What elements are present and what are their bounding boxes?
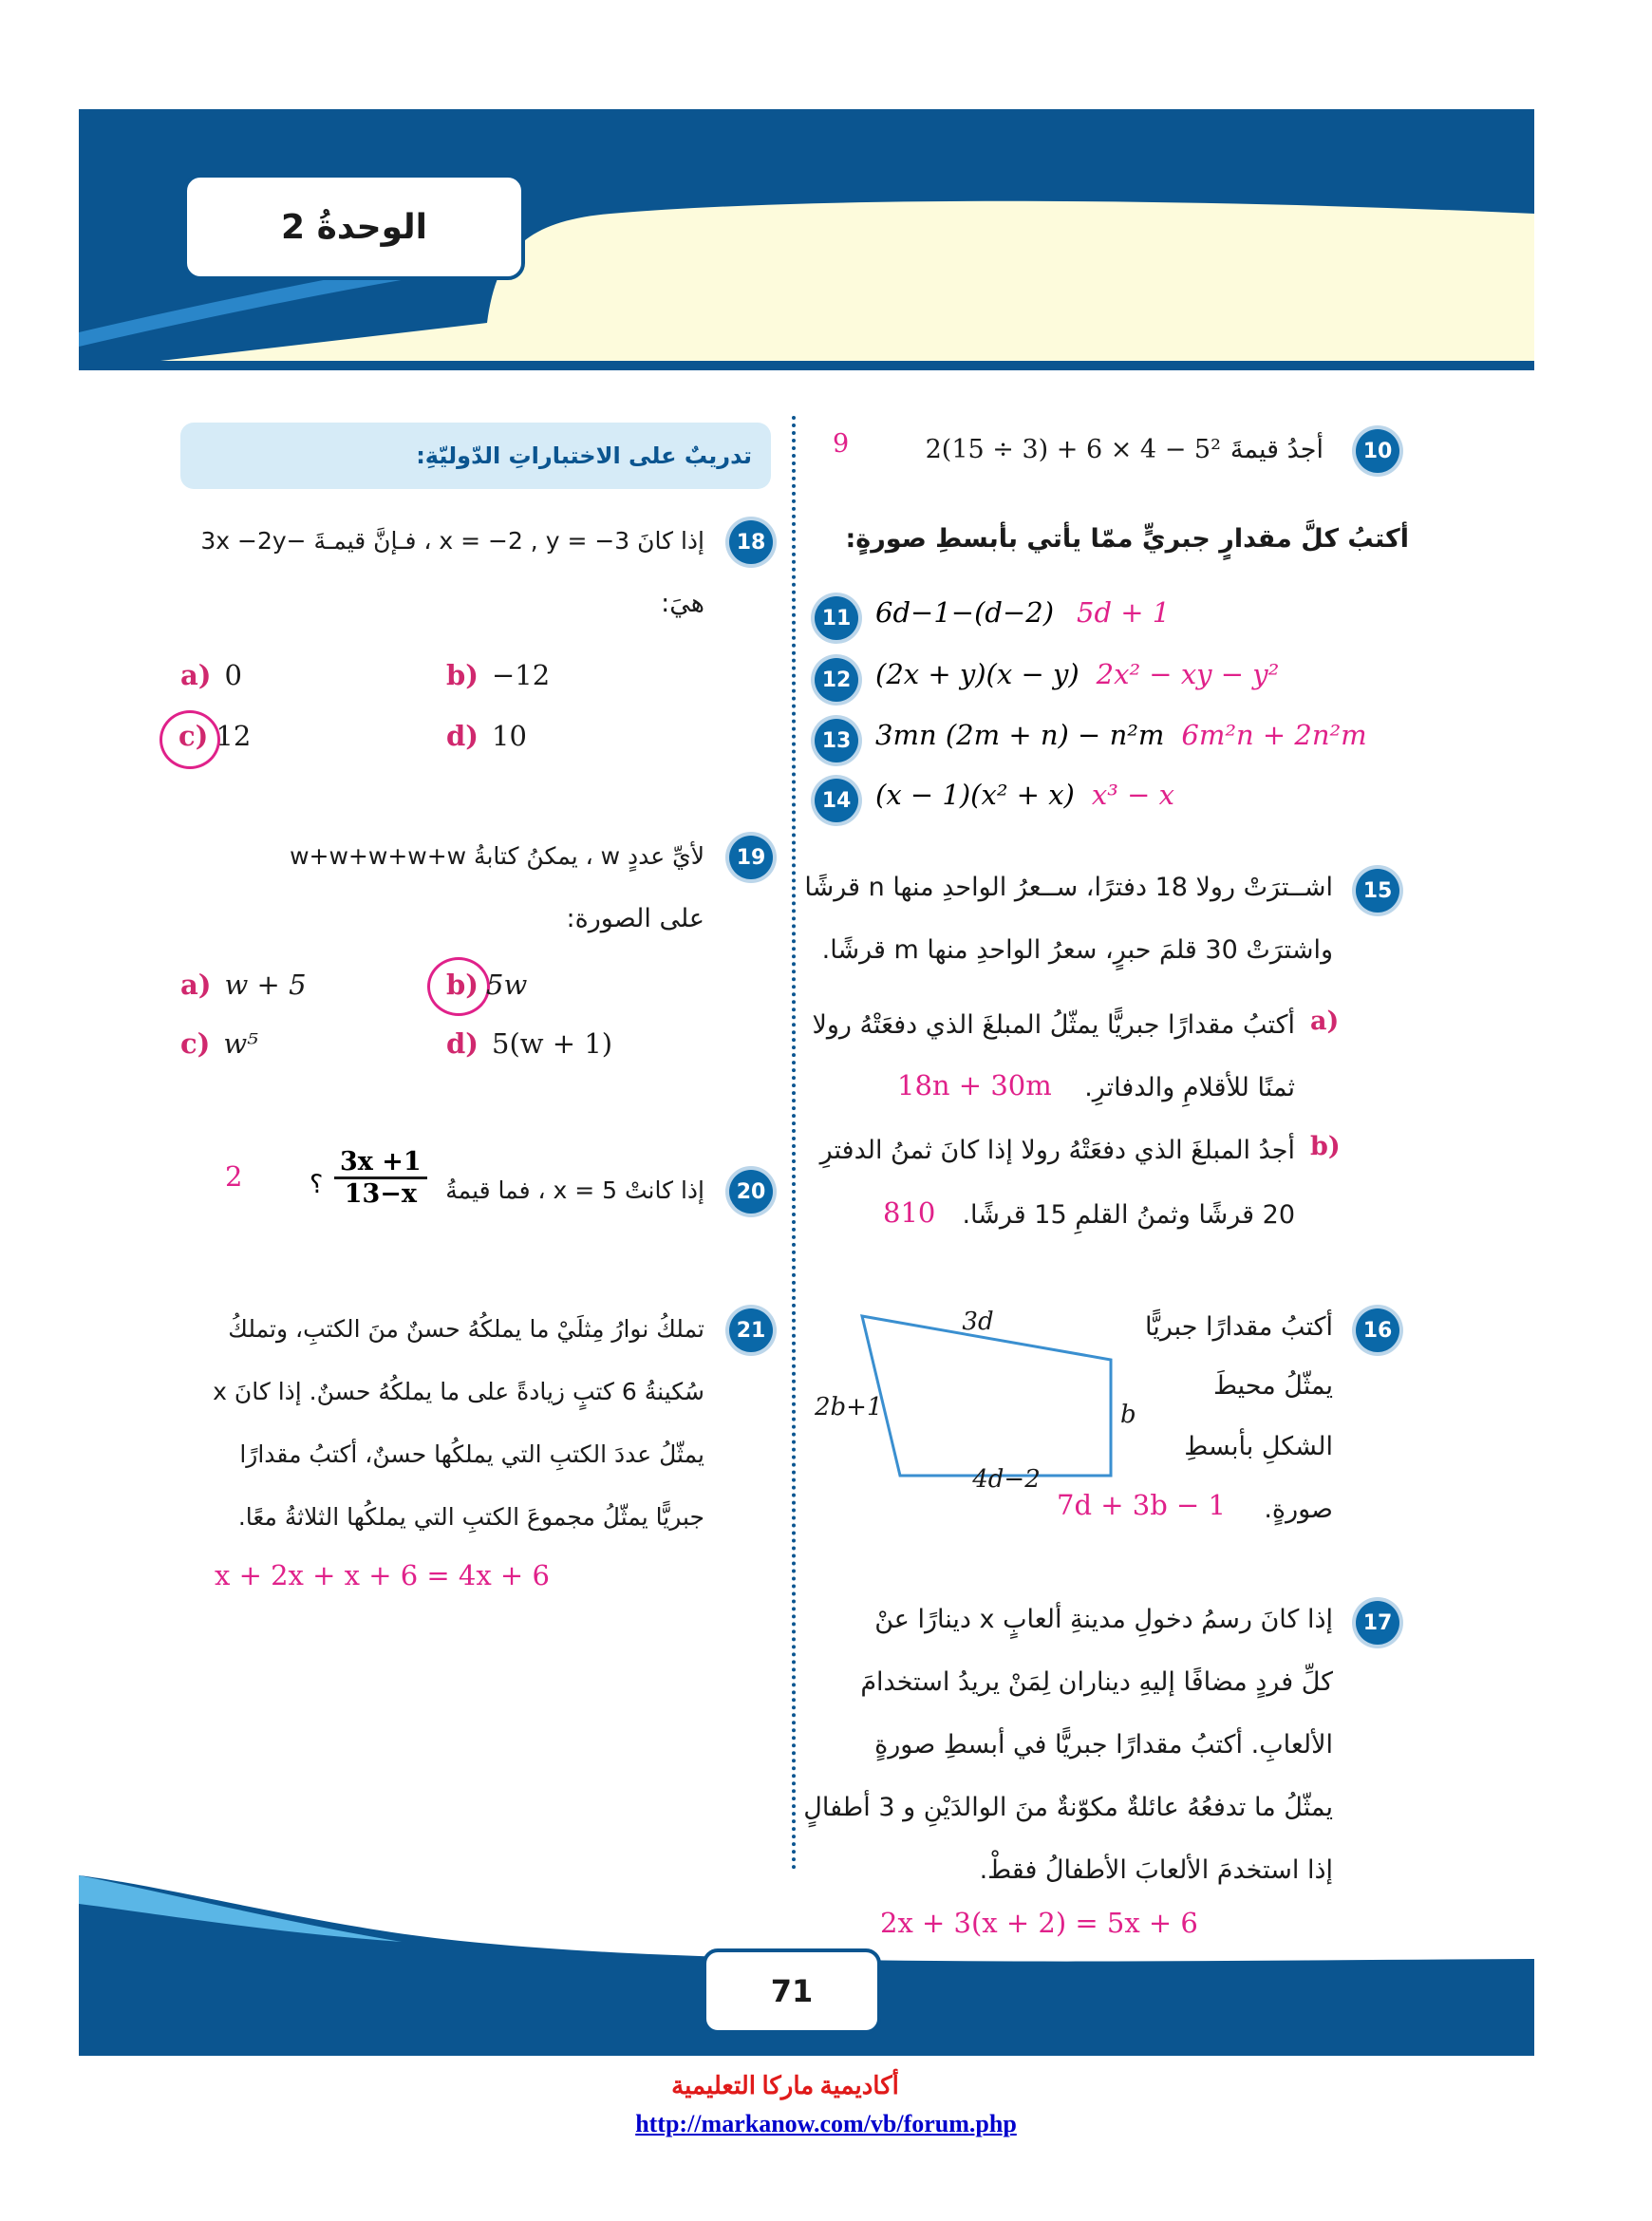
option-label: d) (446, 1027, 479, 1060)
fraction-denominator: 13−x (344, 1179, 417, 1209)
q15-part-b-label: b) (1310, 1132, 1341, 1161)
option-value: 12 (216, 720, 252, 752)
q13-expression: 3mn (2m + n) − n²m (875, 719, 1165, 751)
q18-option-a[interactable] (180, 659, 242, 691)
option-value: 0 (224, 659, 242, 691)
q18-option-d[interactable] (446, 720, 527, 752)
side-label-right: b (1120, 1401, 1136, 1429)
q18-option-b[interactable] (446, 659, 550, 691)
q14-row (875, 779, 1174, 811)
q12-expression: (2x + y)(x − y) (875, 658, 1079, 690)
q14-answer: x³ − x (1091, 779, 1174, 811)
side-label-top: 3d (962, 1308, 994, 1336)
question-number-15: 15 (1356, 869, 1399, 913)
option-label: a) (180, 969, 212, 1001)
fraction-numerator: 3x +1 (334, 1147, 427, 1179)
q17-line-2: كلِّ فردٍ مضافًا إليهِ ديناران لِمَنْ يريدُ استخدامَ (860, 1667, 1333, 1697)
option-label: a) (180, 659, 212, 691)
q17-line-1: إذا كانَ رسمُ دخولِ مدينةِ ألعابٍ x دينارًا عنْ (874, 1605, 1333, 1634)
q15-part-a-label: a) (1310, 1007, 1340, 1036)
option-value: 10 (492, 720, 527, 752)
q19-option-c[interactable] (180, 1027, 258, 1060)
unit-title-box (183, 174, 525, 280)
q17-line-3: الألعابِ. أكتبُ مقدارًا جبريًّا في أبسطِ صورةٍ (874, 1730, 1333, 1760)
q11-answer: 5d + 1 (1077, 596, 1171, 629)
q12-answer: 2x² − xy − y² (1096, 658, 1280, 690)
q18-line-2: هيَ: (661, 589, 704, 618)
option-label: b) (446, 969, 479, 1001)
forum-link[interactable]: http://markanow.com/vb/forum.php (635, 2110, 1017, 2137)
q15-part-b-line-1: أجدُ المبلغَ الذي دفعَتْهُ رولا إذا كانَ ثمنُ الدفترِ (819, 1136, 1295, 1165)
section-title: تدريبٌ على الاختباراتِ الدّوليّةِ: (416, 442, 752, 469)
question-number-17: 17 (1356, 1601, 1399, 1645)
option-value: w⁵ (223, 1027, 258, 1060)
q19-option-b[interactable] (446, 969, 527, 1001)
q16-line-4: صورةٍ. (1264, 1495, 1333, 1524)
option-value: −12 (492, 659, 551, 691)
q16-line-1: أكتبُ مقدارًا جبريًّا (1145, 1312, 1333, 1342)
question-number-10: 10 (1356, 429, 1399, 473)
option-label: b) (446, 659, 479, 691)
question-number-20: 20 (729, 1170, 773, 1214)
q15-part-a-line-2: ثمنًا للأقلامِ والدفاترِ. (1084, 1073, 1295, 1102)
q13-row (875, 719, 1367, 751)
q19-line-2: على الصورة: (566, 904, 704, 933)
unit-title: الوحدةُ 2 (280, 207, 427, 247)
q20-fraction (334, 1147, 427, 1209)
q15-part-b-answer: 810 (883, 1196, 936, 1229)
q17-answer: 2x + 3(x + 2) = 5x + 6 (880, 1907, 1198, 1939)
quadrilateral-figure (807, 1301, 1136, 1494)
q15-part-a-line-1: أكتبُ مقدارًا جبريًّا يمثّلُ المبلغَ الذي دفعَتْهُ رولا (812, 1010, 1295, 1040)
question-number-11: 11 (815, 596, 858, 640)
option-value: 5(w + 1) (492, 1027, 613, 1060)
q19-option-a[interactable] (180, 969, 307, 1001)
q19-option-d[interactable] (446, 1027, 612, 1060)
question-number-13: 13 (815, 719, 858, 762)
option-value: 5w (486, 969, 528, 1001)
q15-part-b-line-2: 20 قرشًا وثمنُ القلمِ 15 قرشًا. (962, 1200, 1295, 1230)
page-number-box (703, 1948, 881, 2034)
q10-answer: 9 (833, 429, 850, 459)
section-title-box (180, 423, 771, 489)
q18-line-1: إذا كانَ x = −2 , y = −3 ، فـإنَّ قيمـةَ −3x −2y (200, 527, 704, 555)
option-label: d) (446, 720, 479, 752)
q17-line-4: يمثّلُ ما تدفعُهُ عائلةٌ مكوّنةٌ منَ الوالدَيْنِ و 3 أطفالٍ (803, 1793, 1333, 1822)
option-value: w + 5 (224, 969, 307, 1001)
q21-line-2: سُكينةُ 6 كتبٍ زيادةً على ما يملكُهُ حسنٌ. إذا كانَ x (213, 1378, 704, 1405)
q21-line-4: جبريًّا يمثّلُ مجموعَ الكتبِ التي يملكُها الثلاثةُ معًا. (237, 1503, 704, 1531)
side-label-left: 2b+1 (815, 1393, 883, 1421)
question-number-18: 18 (729, 520, 773, 564)
q10-text (792, 431, 1323, 469)
question-number-19: 19 (729, 836, 773, 879)
q18-option-c[interactable] (178, 720, 251, 752)
q14-expression: (x − 1)(x² + x) (875, 779, 1075, 811)
quadrilateral-shape (862, 1316, 1111, 1476)
q20-answer: 2 (225, 1160, 243, 1193)
q10-prompt: أجدُ قيمةَ (1230, 435, 1323, 464)
q17-line-5: إذا استخدمَ الألعابَ الأطفالُ فقطْ. (979, 1855, 1333, 1885)
question-number-14: 14 (815, 779, 858, 822)
q11-row (875, 596, 1170, 629)
q19-line-1: لأيِّ عددٍ w ، يمكنُ كتابةُ w+w+w+w+w (290, 842, 704, 870)
q15-part-a-answer: 18n + 30m (897, 1069, 1052, 1101)
option-label: c) (180, 1027, 211, 1060)
q10-expression: 2(15 ÷ 3) + 6 × 4 − 5² (925, 435, 1221, 464)
option-label: c) (178, 720, 209, 752)
q16-answer: 7d + 3b − 1 (1057, 1489, 1226, 1521)
q12-row (875, 658, 1279, 690)
q16-line-3: الشكلِ بأبسطِ (1184, 1432, 1333, 1461)
q21-line-3: يمثّلُ عددَ الكتبِ التي يملكُها حسنٌ، أكتبُ مقدارًا (239, 1440, 704, 1468)
page-number: 71 (770, 1973, 814, 2009)
side-label-bottom: 4d−2 (972, 1465, 1041, 1494)
simplify-instruction: أكتبُ كلَّ مقدارٍ جبريٍّ ممّا يأتي بأبسطِ صورةٍ: (845, 524, 1409, 554)
q20-prompt: إذا كانتْ x = 5 ، فما قيمةُ (445, 1176, 704, 1204)
q15-line-2: واشترَتْ 30 قلمَ حبرٍ، سعرُ الواحدِ منها m قرشًا. (821, 935, 1333, 965)
q13-answer: 6m²n + 2n²m (1181, 719, 1367, 751)
q15-line-1: اشــترَتْ رولا 18 دفترًا، ســعرُ الواحدِ منها n قرشًا (804, 873, 1333, 902)
q21-line-1: تملكُ نوارُ مِثلَيْ ما يملكُهُ حسنٌ منَ الكتبِ، وتملكُ (228, 1315, 704, 1343)
q20-question-mark: ؟ (310, 1170, 324, 1199)
q11-expression: 6d−1−(d−2) (875, 596, 1055, 629)
question-number-12: 12 (815, 658, 858, 702)
q16-line-2: يمثّلُ محيطَ (1213, 1371, 1333, 1401)
academy-name: أكاديمية ماركا التعليمية (671, 2072, 899, 2099)
q21-answer: x + 2x + x + 6 = 4x + 6 (215, 1559, 550, 1591)
question-number-16: 16 (1356, 1308, 1399, 1352)
question-number-21: 21 (729, 1308, 773, 1352)
